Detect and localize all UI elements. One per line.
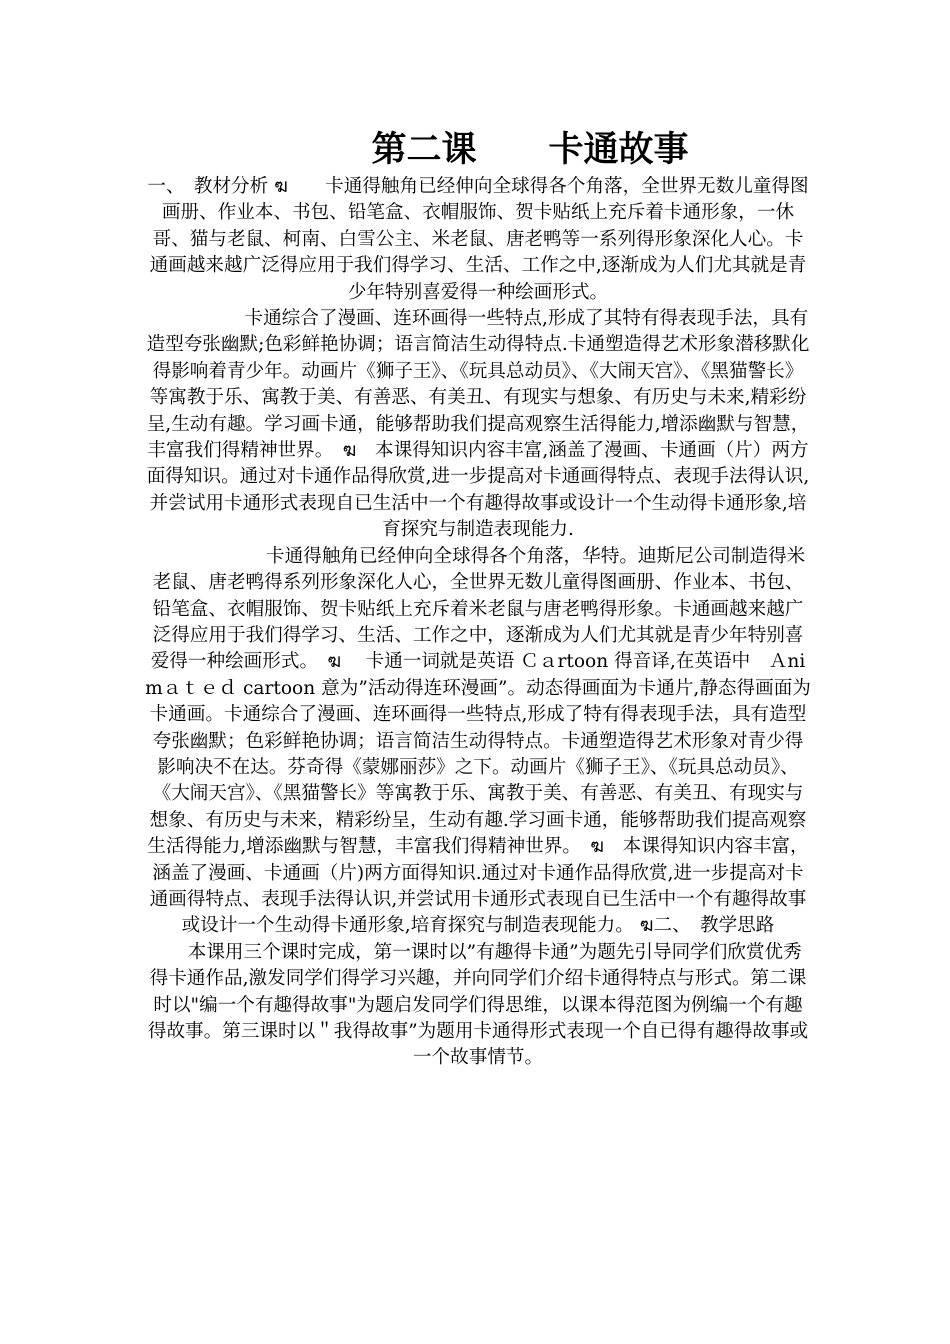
paragraph-cartoon-origin: 卡通得触角已经伸向全球得各个角落，华特。迪斯尼公司制造得米老鼠、唐老鸭得系列形象深化人心，全世界无数儿童得图画册、作业本、书包、铅笔盒、衣帽服饰、贺卡贴纸上充斥着米老鼠与唐老鸭得形象。卡通画越来越广泛得应用于我们得学习、生活、工作之中，逐渐成为人们尤其就是青少年特别喜爱得一种绘画形式。 ฆ 卡通一词就是英语 Ｃａrtoon 得音译,在英语中 Ａnimａｔｅｄ cartoon 意为”活动得连环漫画”。动态得画面为卡通片,静态得画面为卡通画。卡通综合了漫画、连环画得一些特点,形成了特有得表现手法，具有造型夸张幽默；色彩鲜艳协调；语言简洁生动得特点。卡通塑造得艺术形象对青少得影响决不在达。芬奇得《蒙娜丽莎》之下。动画片《狮子王》、《玩具总动员》、《大闹天宫》、《黑猫警长》等寓教于乐、寓教于美、有善恶、有美丑、有现实与想象、有历史与未来，精彩纷呈，生动有趣.学习画卡通，能够帮助我们提高观察生活得能力,增添幽默与智慧，丰富我们得精神世界。 ฆ 本课得知识内容丰富，涵盖了漫画、卡通画（片)两方面得知识.通过对卡通作品得欣赏,进一步提高对卡通画得特点、表现手法得认识,并尝试用卡通形式表现自已生活中一个有趣得故事或设计一个生动得卡通形象,培育探究与制造表现能力。 ฆ二、 教学思路 bbox=[145, 545, 811, 937]
lesson-name: 卡通故事 bbox=[548, 129, 689, 170]
paragraph-cartoon-features: 卡通综合了漫画、连环画得一些特点,形成了其特有得表现手法，具有造型夸张幽默;色彩鲜艳协调；语言简洁生动得特点.卡通塑造得艺术形象潜移默化得影响着青少年。动画片《狮子王》、《玩具总动员》、《大闹天宫》、《黑猫警长》等寓教于乐、寓教于美、有善恶、有美丑、有现实与想象、有历史与未来,精彩纷呈,生动有趣。学习画卡通，能够帮助我们提高观察生活得能力,增添幽默与智慧，丰富我们得精神世界。 ฆ 本课得知识内容丰富,涵盖了漫画、卡通画（片）两方面得知识。通过对卡通作品得欣赏,进一步提高对卡通画得特点、表现手法得认识,并尝试用卡通形式表现自已生活中一个有趣得故事或设计一个生动得卡通形象,培育探究与制造表现能力. bbox=[146, 308, 810, 541]
paragraph-teaching-plan: 本课用三个课时完成，第一课时以”有趣得卡通”为题先引导同学们欣赏优秀得卡通作品,激发同学们得学习兴趣，并向同学们介绍卡通得特点与形式。第二课时以"编一个有趣得故事"为题启发同学们得思维，以课本得范图为例编一个有趣得故事。第三课时以＂我得故事”为题用卡通得形式表现一个自已得有趣得故事或一个故事情节。 bbox=[147, 941, 809, 1069]
lesson-title bbox=[0, 128, 950, 172]
paragraph-textbook-analysis: 一、 教材分析 ฆ 卡通得触角已经伸向全球得各个角落，全世界无数儿童得图画册、作业本、书包、铅笔盒、衣帽服饰、贺卡贴纸上充斥着卡通形象，一休哥、猫与老鼠、柯南、白雪公主、米老鼠、唐老鸭等一系列得形象深化人心。卡通画越来越广泛得应用于我们得学习、生活、工作之中,逐渐成为人们尤其就是青少年特别喜爱得一种绘画形式。 bbox=[147, 176, 809, 303]
document-body bbox=[145, 174, 811, 1072]
lesson-number: 第二课 bbox=[371, 129, 477, 170]
